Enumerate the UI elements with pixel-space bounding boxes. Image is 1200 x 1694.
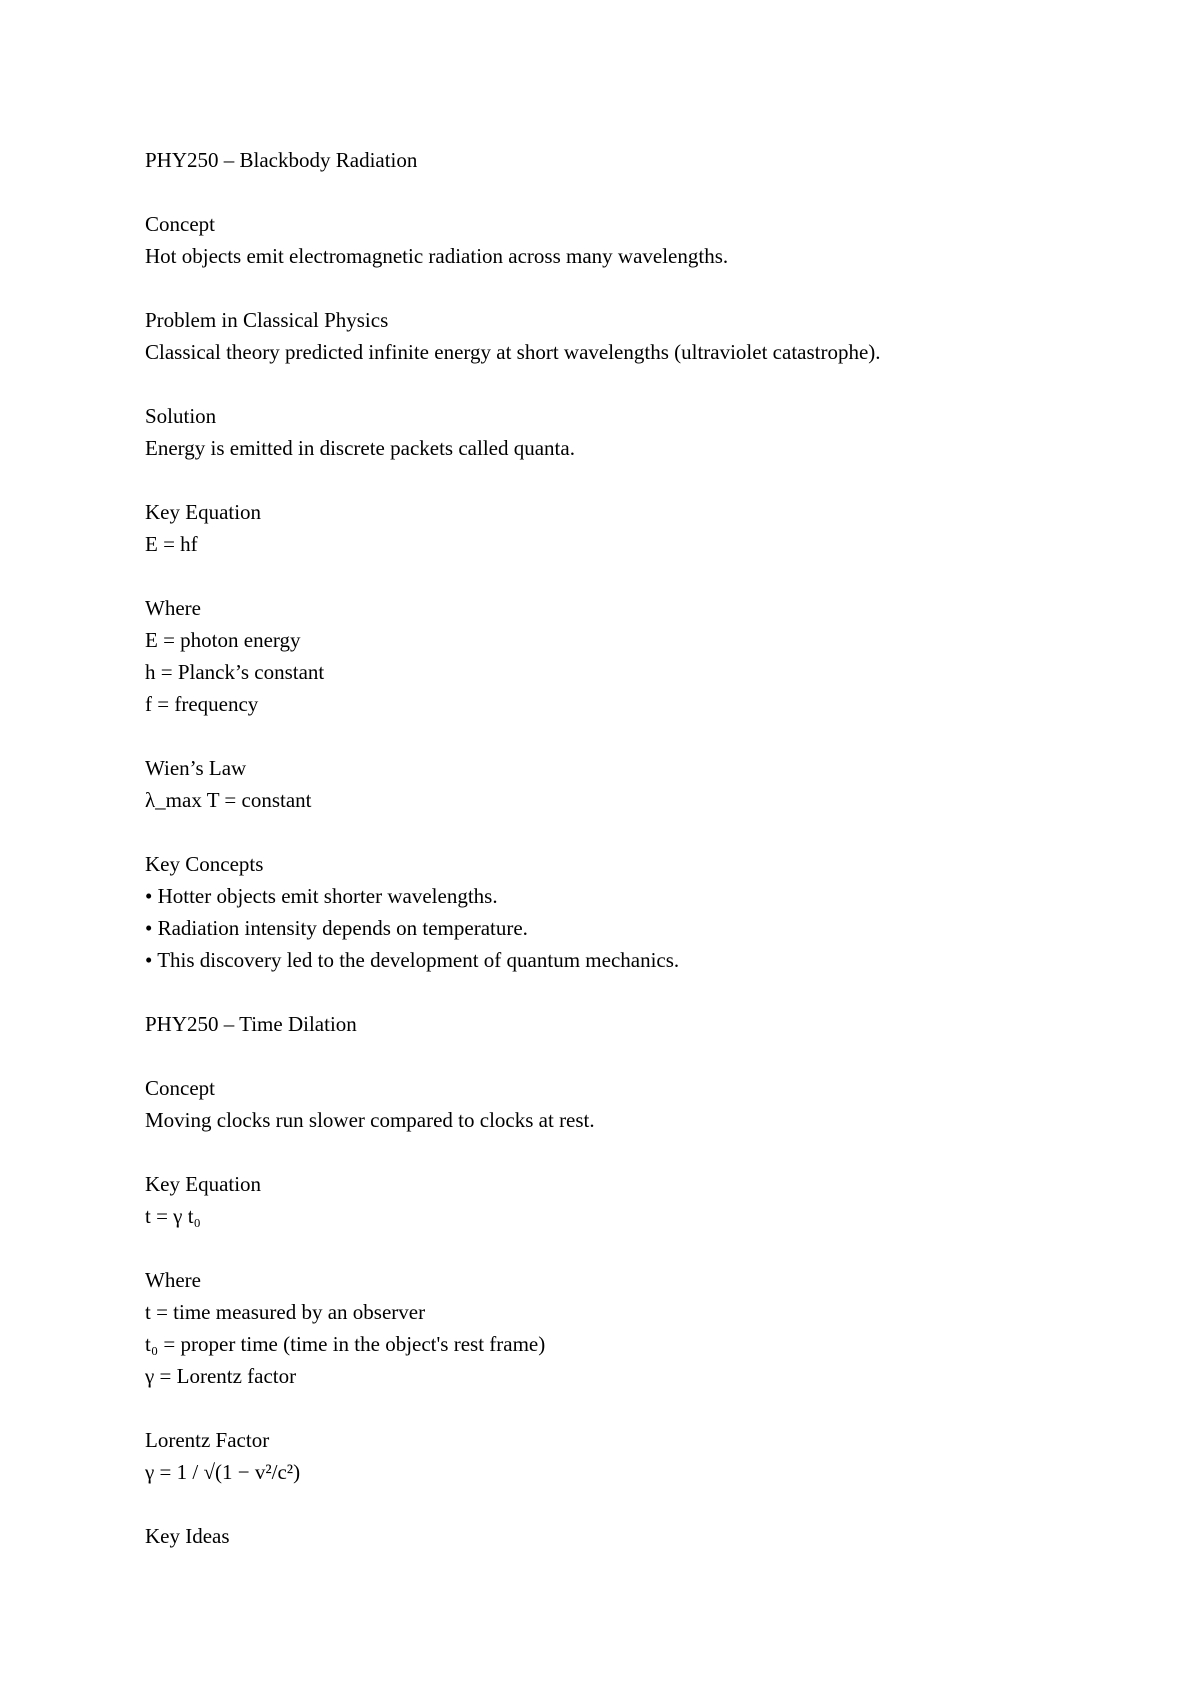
key-equation: E = hf — [145, 532, 198, 556]
blank-line — [145, 1136, 1145, 1168]
concept-heading: Concept — [145, 212, 215, 236]
where-item: f = frequency — [145, 692, 259, 716]
where-heading: Where — [145, 1268, 201, 1292]
blank-line — [145, 1232, 1145, 1264]
where-heading: Where — [145, 596, 201, 620]
lorentz-equation: γ = 1 / √(1 − v²/c²) — [145, 1460, 301, 1484]
key-equation-heading: Key Equation — [145, 1172, 262, 1196]
blank-line — [145, 176, 1145, 208]
blank-line — [145, 1488, 1145, 1520]
where-item: E = photon energy — [145, 628, 301, 652]
section-title-blackbody: PHY250 – Blackbody Radiation — [145, 148, 418, 172]
concept-text: Moving clocks run slower compared to clocks at rest. — [145, 1108, 595, 1132]
document-body — [145, 144, 1145, 1552]
blank-line — [145, 816, 1145, 848]
concept-heading: Concept — [145, 1076, 215, 1100]
where-item: γ = Lorentz factor — [145, 1364, 297, 1388]
blank-line — [145, 368, 1145, 400]
key-concept-item: • This discovery led to the development of quantum mechanics. — [145, 948, 680, 972]
blank-line — [145, 720, 1145, 752]
key-equation: t = γ t₀ — [145, 1204, 201, 1228]
where-item: h = Planck’s constant — [145, 660, 325, 684]
key-concepts-heading: Key Concepts — [145, 852, 264, 876]
key-equation-heading: Key Equation — [145, 500, 262, 524]
section-title-time-dilation: PHY250 – Time Dilation — [145, 1012, 357, 1036]
wien-equation: λ_max T = constant — [145, 788, 312, 812]
key-concept-item: • Radiation intensity depends on temperature. — [145, 916, 528, 940]
problem-heading: Problem in Classical Physics — [145, 308, 389, 332]
solution-heading: Solution — [145, 404, 217, 428]
where-item: t = time measured by an observer — [145, 1300, 426, 1324]
concept-text: Hot objects emit electromagnetic radiation across many wavelengths. — [145, 244, 729, 268]
blank-line — [145, 272, 1145, 304]
blank-line — [145, 464, 1145, 496]
key-concept-item: • Hotter objects emit shorter wavelengths. — [145, 884, 498, 908]
problem-text: Classical theory predicted infinite energy at short wavelengths (ultraviolet catastrophe). — [145, 340, 881, 364]
solution-text: Energy is emitted in discrete packets called quanta. — [145, 436, 575, 460]
wien-heading: Wien’s Law — [145, 756, 247, 780]
blank-line — [145, 1040, 1145, 1072]
blank-line — [145, 1392, 1145, 1424]
lorentz-heading: Lorentz Factor — [145, 1428, 270, 1452]
key-ideas-heading: Key Ideas — [145, 1524, 230, 1548]
where-item: t₀ = proper time (time in the object's rest frame) — [145, 1332, 546, 1356]
blank-line — [145, 560, 1145, 592]
blank-line — [145, 976, 1145, 1008]
